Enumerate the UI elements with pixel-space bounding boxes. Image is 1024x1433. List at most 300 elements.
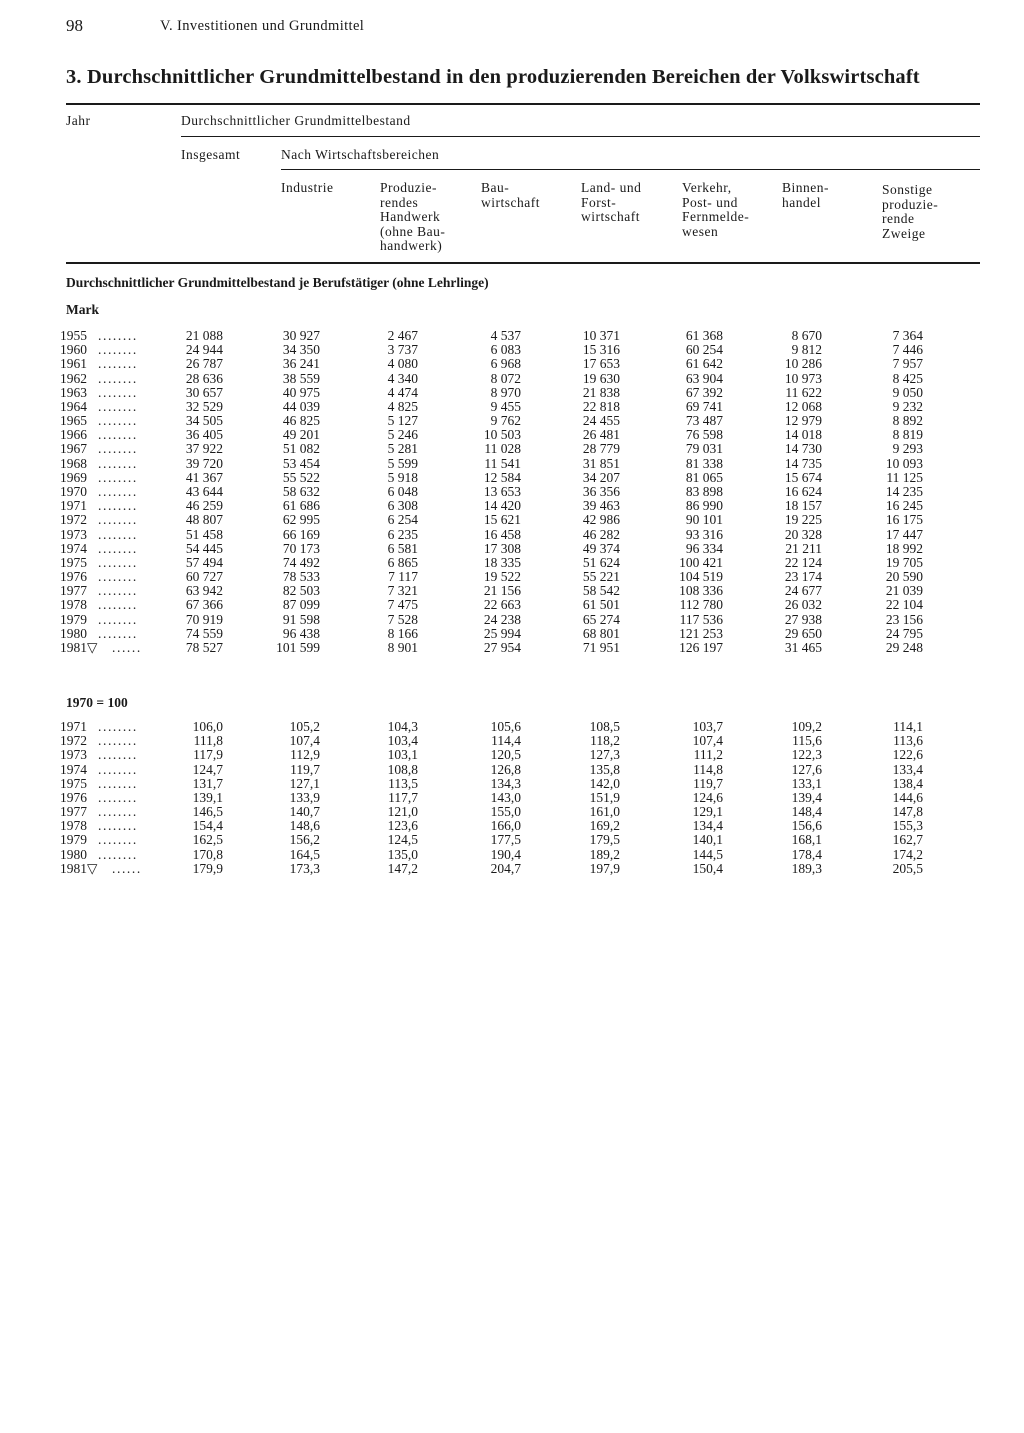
cell-bauwirtschaft: 120,5: [490, 747, 521, 763]
cell-binnenhandel: 29 650: [784, 625, 822, 641]
table-row: [0, 613, 1024, 627]
cell-handwerk: 104,3: [387, 719, 418, 734]
col-binnenhandel: Binnen- handel: [782, 180, 829, 210]
cell-sonstige: 23 156: [885, 611, 923, 627]
cell-insgesamt: 46 259: [185, 498, 223, 514]
cell-sonstige: 144,6: [892, 789, 923, 805]
cell-industrie: 96 438: [282, 625, 320, 641]
cell-industrie: 49 201: [282, 427, 320, 443]
leader-dots: ........: [98, 540, 138, 556]
cell-handwerk: 4 080: [387, 356, 418, 372]
cell-bauwirtschaft: 18 335: [483, 554, 521, 570]
leader-dots: ........: [98, 832, 138, 848]
cell-insgesamt: 162,5: [192, 832, 223, 848]
year-cell: 1971: [60, 498, 87, 514]
cell-verkehr: 112 780: [679, 597, 723, 613]
cell-verkehr: 140,1: [692, 832, 723, 848]
cell-insgesamt: 54 445: [185, 540, 223, 556]
cell-sonstige: 17 447: [885, 526, 923, 542]
cell-binnenhandel: 148,4: [791, 804, 822, 820]
cell-bauwirtschaft: 13 653: [483, 483, 521, 499]
cell-handwerk: 103,1: [387, 747, 418, 763]
cell-land-forst: 46 282: [582, 526, 620, 542]
cell-binnenhandel: 9 812: [791, 342, 822, 358]
cell-land-forst: 197,9: [589, 860, 620, 876]
year-cell: 1963: [60, 384, 87, 400]
table-row: [0, 428, 1024, 442]
cell-handwerk: 135,0: [387, 846, 418, 862]
cell-bauwirtschaft: 9 455: [490, 398, 521, 414]
year-cell: 1980: [60, 625, 87, 641]
cell-industrie: 87 099: [282, 597, 320, 613]
leader-dots: ......: [112, 860, 142, 876]
cell-land-forst: 15 316: [582, 342, 620, 358]
leader-dots: ........: [98, 370, 138, 386]
cell-land-forst: 127,3: [589, 747, 620, 763]
cell-industrie: 148,6: [289, 818, 320, 834]
table-row: [0, 400, 1024, 414]
year-cell: 1975: [60, 775, 87, 791]
year-cell: 1978: [60, 597, 87, 613]
cell-industrie: 91 598: [282, 611, 320, 627]
cell-handwerk: 108,8: [387, 761, 418, 777]
cell-industrie: 107,4: [289, 733, 320, 749]
table-row: [0, 777, 1024, 791]
year-cell: 1972: [60, 733, 87, 749]
year-cell: 1961: [60, 356, 87, 372]
cell-bauwirtschaft: 17 308: [483, 540, 521, 556]
cell-binnenhandel: 14 735: [784, 455, 822, 471]
table-row: [0, 329, 1024, 343]
cell-verkehr: 96 334: [685, 540, 723, 556]
cell-bauwirtschaft: 4 537: [490, 328, 521, 343]
leader-dots: ........: [98, 846, 138, 862]
cell-verkehr: 67 392: [685, 384, 723, 400]
year-cell: 1981▽: [60, 639, 98, 655]
leader-dots: ........: [98, 747, 138, 763]
cell-binnenhandel: 133,1: [791, 775, 822, 791]
cell-industrie: 30 927: [282, 328, 320, 343]
year-cell: 1965: [60, 413, 87, 429]
title-rule: [66, 103, 980, 105]
cell-insgesamt: 74 559: [185, 625, 223, 641]
cell-handwerk: 147,2: [387, 860, 418, 876]
cell-bauwirtschaft: 19 522: [483, 569, 521, 585]
cell-sonstige: 7 957: [892, 356, 923, 372]
cell-land-forst: 28 779: [582, 441, 620, 457]
cell-industrie: 36 241: [282, 356, 320, 372]
cell-industrie: 133,9: [289, 789, 320, 805]
cell-industrie: 82 503: [282, 583, 320, 599]
cell-verkehr: 114,8: [693, 761, 723, 777]
cell-binnenhandel: 24 677: [784, 583, 822, 599]
cell-handwerk: 7 117: [388, 569, 418, 585]
cell-bauwirtschaft: 6 083: [490, 342, 521, 358]
cell-insgesamt: 43 644: [185, 483, 223, 499]
col-industrie: Industrie: [281, 180, 334, 195]
cell-industrie: 164,5: [289, 846, 320, 862]
table-row: [0, 763, 1024, 777]
table-row: [0, 862, 1024, 876]
leader-dots: ........: [98, 611, 138, 627]
table-row: [0, 457, 1024, 471]
cell-bauwirtschaft: 105,6: [490, 719, 521, 734]
cell-insgesamt: 26 787: [185, 356, 223, 372]
cell-sonstige: 162,7: [892, 832, 923, 848]
cell-land-forst: 26 481: [582, 427, 620, 443]
cell-sonstige: 14 235: [885, 483, 923, 499]
year-cell: 1972: [60, 512, 87, 528]
cell-verkehr: 134,4: [692, 818, 723, 834]
cell-land-forst: 135,8: [589, 761, 620, 777]
cell-land-forst: 17 653: [582, 356, 620, 372]
cell-bauwirtschaft: 21 156: [483, 583, 521, 599]
cell-bauwirtschaft: 16 458: [483, 526, 521, 542]
table-row: [0, 386, 1024, 400]
cell-industrie: 55 522: [282, 469, 320, 485]
cell-land-forst: 39 463: [582, 498, 620, 514]
cell-handwerk: 5 246: [387, 427, 418, 443]
table-row: [0, 819, 1024, 833]
cell-binnenhandel: 19 225: [784, 512, 822, 528]
cell-industrie: 58 632: [282, 483, 320, 499]
cell-binnenhandel: 31 465: [784, 639, 822, 655]
cell-bauwirtschaft: 10 503: [483, 427, 521, 443]
section-heading-index: 1970 = 100: [66, 695, 128, 710]
cell-industrie: 62 995: [282, 512, 320, 528]
cell-verkehr: 79 031: [685, 441, 723, 457]
col-land-forst: Land- und Forst- wirtschaft: [581, 180, 642, 224]
cell-industrie: 66 169: [282, 526, 320, 542]
cell-industrie: 127,1: [289, 775, 320, 791]
cell-sonstige: 133,4: [892, 761, 923, 777]
cell-verkehr: 150,4: [692, 860, 723, 876]
cell-verkehr: 104 519: [679, 569, 723, 585]
cell-insgesamt: 51 458: [185, 526, 223, 542]
cell-land-forst: 24 455: [582, 413, 620, 429]
header-nach-wirtschaftsbereichen: Nach Wirtschaftsbereichen: [281, 147, 440, 162]
cell-handwerk: 6 865: [387, 554, 418, 570]
cell-handwerk: 6 308: [387, 498, 418, 514]
year-cell: 1971: [60, 719, 87, 734]
header-jahr: Jahr: [66, 113, 91, 128]
cell-binnenhandel: 21 211: [785, 540, 822, 556]
year-cell: 1973: [60, 526, 87, 542]
cell-sonstige: 8 819: [892, 427, 923, 443]
cell-insgesamt: 63 942: [185, 583, 223, 599]
year-cell: 1966: [60, 427, 87, 443]
cell-binnenhandel: 23 174: [784, 569, 822, 585]
cell-sonstige: 8 892: [892, 413, 923, 429]
leader-dots: ........: [98, 733, 138, 749]
table-row: [0, 499, 1024, 513]
header-grundmittelbestand: Durchschnittlicher Grundmittelbestand: [181, 113, 411, 128]
cell-binnenhandel: 12 068: [784, 398, 822, 414]
cell-sonstige: 205,5: [892, 860, 923, 876]
cell-sonstige: 7 364: [892, 328, 923, 343]
cell-industrie: 61 686: [282, 498, 320, 514]
cell-sonstige: 18 992: [885, 540, 923, 556]
leader-dots: ........: [98, 398, 138, 414]
table-row: [0, 372, 1024, 386]
chapter-heading: V. Investitionen und Grundmittel: [160, 18, 365, 34]
cell-verkehr: 61 368: [685, 328, 723, 343]
cell-handwerk: 7 321: [387, 583, 418, 599]
cell-sonstige: 29 248: [885, 639, 923, 655]
col-verkehr: Verkehr, Post- und Fernmelde- wesen: [682, 180, 750, 239]
cell-binnenhandel: 26 032: [784, 597, 822, 613]
table-row: [0, 748, 1024, 762]
cell-sonstige: 138,4: [892, 775, 923, 791]
cell-handwerk: 113,5: [388, 775, 418, 791]
cell-industrie: 40 975: [282, 384, 320, 400]
cell-land-forst: 49 374: [582, 540, 620, 556]
cell-insgesamt: 154,4: [192, 818, 223, 834]
cell-bauwirtschaft: 25 994: [483, 625, 521, 641]
cell-handwerk: 6 581: [387, 540, 418, 556]
section-heading-mark: Durchschnittlicher Grundmittelbestand je Berufstätiger (ohne Lehrlinge): [66, 275, 489, 290]
cell-land-forst: 118,2: [590, 733, 620, 749]
cell-insgesamt: 39 720: [185, 455, 223, 471]
cell-verkehr: 107,4: [692, 733, 723, 749]
cell-verkehr: 126 197: [679, 639, 723, 655]
cell-verkehr: 103,7: [692, 719, 723, 734]
cell-industrie: 78 533: [282, 569, 320, 585]
year-cell: 1955: [60, 328, 87, 343]
cell-industrie: 156,2: [289, 832, 320, 848]
year-cell: 1977: [60, 583, 87, 599]
col-handwerk: Produzie- rendes Handwerk (ohne Bau- handwerk): [380, 180, 446, 253]
cell-binnenhandel: 178,4: [791, 846, 822, 862]
cell-bauwirtschaft: 24 238: [483, 611, 521, 627]
cell-bauwirtschaft: 8 970: [490, 384, 521, 400]
cell-verkehr: 121 253: [679, 625, 723, 641]
cell-land-forst: 189,2: [589, 846, 620, 862]
table-row: [0, 641, 1024, 655]
leader-dots: ........: [98, 342, 138, 358]
cell-sonstige: 122,6: [892, 747, 923, 763]
cell-verkehr: 63 904: [685, 370, 723, 386]
cell-binnenhandel: 12 979: [784, 413, 822, 429]
cell-insgesamt: 111,8: [193, 733, 223, 749]
cell-handwerk: 7 475: [387, 597, 418, 613]
table-row: [0, 791, 1024, 805]
leader-dots: ........: [98, 455, 138, 471]
cell-insgesamt: 70 919: [185, 611, 223, 627]
year-cell: 1960: [60, 342, 87, 358]
cell-industrie: 38 559: [282, 370, 320, 386]
cell-industrie: 51 082: [282, 441, 320, 457]
cell-bauwirtschaft: 15 621: [483, 512, 521, 528]
table-row: [0, 627, 1024, 641]
header-bottom-rule: [66, 262, 980, 264]
cell-binnenhandel: 10 286: [784, 356, 822, 372]
cell-land-forst: 42 986: [582, 512, 620, 528]
cell-insgesamt: 131,7: [192, 775, 223, 791]
cell-verkehr: 86 990: [685, 498, 723, 514]
cell-sonstige: 24 795: [885, 625, 923, 641]
cell-binnenhandel: 14 730: [784, 441, 822, 457]
leader-dots: ........: [98, 554, 138, 570]
year-cell: 1962: [60, 370, 87, 386]
cell-binnenhandel: 8 670: [791, 328, 822, 343]
cell-land-forst: 61 501: [582, 597, 620, 613]
cell-insgesamt: 21 088: [185, 328, 223, 343]
cell-insgesamt: 32 529: [185, 398, 223, 414]
cell-handwerk: 5 918: [387, 469, 418, 485]
year-cell: 1973: [60, 747, 87, 763]
cell-sonstige: 174,2: [892, 846, 923, 862]
leader-dots: ........: [98, 413, 138, 429]
leader-dots: ........: [98, 427, 138, 443]
cell-sonstige: 9 232: [892, 398, 923, 414]
cell-verkehr: 60 254: [685, 342, 723, 358]
cell-handwerk: 121,0: [387, 804, 418, 820]
cell-insgesamt: 34 505: [185, 413, 223, 429]
cell-verkehr: 119,7: [693, 775, 723, 791]
leader-dots: ........: [98, 469, 138, 485]
leader-dots: ........: [98, 789, 138, 805]
table-row: [0, 357, 1024, 371]
leader-dots: ........: [98, 583, 138, 599]
year-cell: 1974: [60, 540, 87, 556]
cell-industrie: 173,3: [289, 860, 320, 876]
leader-dots: ........: [98, 328, 138, 343]
cell-verkehr: 73 487: [685, 413, 723, 429]
cell-insgesamt: 41 367: [185, 469, 223, 485]
cell-handwerk: 4 474: [387, 384, 418, 400]
cell-handwerk: 6 254: [387, 512, 418, 528]
cell-industrie: 112,9: [290, 747, 320, 763]
cell-verkehr: 111,2: [693, 747, 723, 763]
cell-bauwirtschaft: 114,4: [491, 733, 521, 749]
cell-binnenhandel: 127,6: [791, 761, 822, 777]
cell-handwerk: 4 825: [387, 398, 418, 414]
cell-handwerk: 6 235: [387, 526, 418, 542]
leader-dots: ........: [98, 441, 138, 457]
leader-dots: ........: [98, 597, 138, 613]
cell-insgesamt: 170,8: [192, 846, 223, 862]
table-row: [0, 805, 1024, 819]
table-row: [0, 833, 1024, 847]
leader-dots: ........: [98, 526, 138, 542]
cell-land-forst: 151,9: [589, 789, 620, 805]
cell-sonstige: 147,8: [892, 804, 923, 820]
cell-handwerk: 6 048: [387, 483, 418, 499]
cell-bauwirtschaft: 177,5: [490, 832, 521, 848]
year-cell: 1977: [60, 804, 87, 820]
cell-bauwirtschaft: 190,4: [490, 846, 521, 862]
table-row: [0, 542, 1024, 556]
cell-industrie: 74 492: [282, 554, 320, 570]
cell-binnenhandel: 168,1: [791, 832, 822, 848]
cell-insgesamt: 36 405: [185, 427, 223, 443]
leader-dots: ........: [98, 356, 138, 372]
year-cell: 1976: [60, 789, 87, 805]
cell-industrie: 53 454: [282, 455, 320, 471]
year-cell: 1980: [60, 846, 87, 862]
cell-industrie: 101 599: [276, 639, 320, 655]
cell-verkehr: 129,1: [692, 804, 723, 820]
leader-dots: ........: [98, 384, 138, 400]
cell-binnenhandel: 109,2: [791, 719, 822, 734]
cell-insgesamt: 57 494: [185, 554, 223, 570]
table-row: [0, 513, 1024, 527]
cell-bauwirtschaft: 11 541: [484, 455, 521, 471]
cell-land-forst: 179,5: [589, 832, 620, 848]
cell-land-forst: 21 838: [582, 384, 620, 400]
cell-land-forst: 142,0: [589, 775, 620, 791]
leader-dots: ........: [98, 498, 138, 514]
table-row: [0, 570, 1024, 584]
cell-verkehr: 81 338: [685, 455, 723, 471]
cell-bauwirtschaft: 22 663: [483, 597, 521, 613]
table-row: [0, 442, 1024, 456]
cell-binnenhandel: 10 973: [784, 370, 822, 386]
leader-dots: ........: [98, 512, 138, 528]
table-row: [0, 343, 1024, 357]
year-cell: 1974: [60, 761, 87, 777]
table-row: [0, 848, 1024, 862]
cell-land-forst: 58 542: [582, 583, 620, 599]
cell-sonstige: 155,3: [892, 818, 923, 834]
cell-handwerk: 5 127: [387, 413, 418, 429]
cell-insgesamt: 60 727: [185, 569, 223, 585]
cell-binnenhandel: 27 938: [784, 611, 822, 627]
header-rule-2: [281, 169, 980, 170]
cell-handwerk: 3 737: [387, 342, 418, 358]
cell-binnenhandel: 115,6: [792, 733, 822, 749]
cell-sonstige: 113,6: [893, 733, 923, 749]
cell-bauwirtschaft: 9 762: [490, 413, 521, 429]
year-cell: 1979: [60, 832, 87, 848]
cell-insgesamt: 117,9: [193, 747, 223, 763]
cell-sonstige: 21 039: [885, 583, 923, 599]
cell-bauwirtschaft: 155,0: [490, 804, 521, 820]
cell-bauwirtschaft: 27 954: [483, 639, 521, 655]
cell-land-forst: 34 207: [582, 469, 620, 485]
leader-dots: ........: [98, 804, 138, 820]
cell-sonstige: 8 425: [892, 370, 923, 386]
cell-insgesamt: 78 527: [185, 639, 223, 655]
cell-land-forst: 68 801: [582, 625, 620, 641]
table-row: [0, 485, 1024, 499]
col-sonstige: Sonstige produzie- rende Zweige: [882, 182, 939, 241]
cell-insgesamt: 37 922: [185, 441, 223, 457]
cell-verkehr: 76 598: [685, 427, 723, 443]
leader-dots: ........: [98, 719, 138, 734]
cell-insgesamt: 139,1: [192, 789, 223, 805]
cell-insgesamt: 146,5: [192, 804, 223, 820]
leader-dots: ........: [98, 775, 138, 791]
header-rule-1: [181, 136, 980, 137]
cell-binnenhandel: 16 624: [784, 483, 822, 499]
cell-bauwirtschaft: 6 968: [490, 356, 521, 372]
cell-verkehr: 108 336: [679, 583, 723, 599]
cell-land-forst: 31 851: [582, 455, 620, 471]
cell-bauwirtschaft: 12 584: [483, 469, 521, 485]
cell-handwerk: 8 166: [387, 625, 418, 641]
cell-verkehr: 83 898: [685, 483, 723, 499]
cell-verkehr: 61 642: [685, 356, 723, 372]
leader-dots: ........: [98, 761, 138, 777]
leader-dots: ......: [112, 639, 142, 655]
cell-sonstige: 11 125: [886, 469, 923, 485]
cell-sonstige: 9 050: [892, 384, 923, 400]
cell-handwerk: 117,7: [388, 789, 418, 805]
cell-binnenhandel: 11 622: [785, 384, 822, 400]
cell-industrie: 70 173: [282, 540, 320, 556]
